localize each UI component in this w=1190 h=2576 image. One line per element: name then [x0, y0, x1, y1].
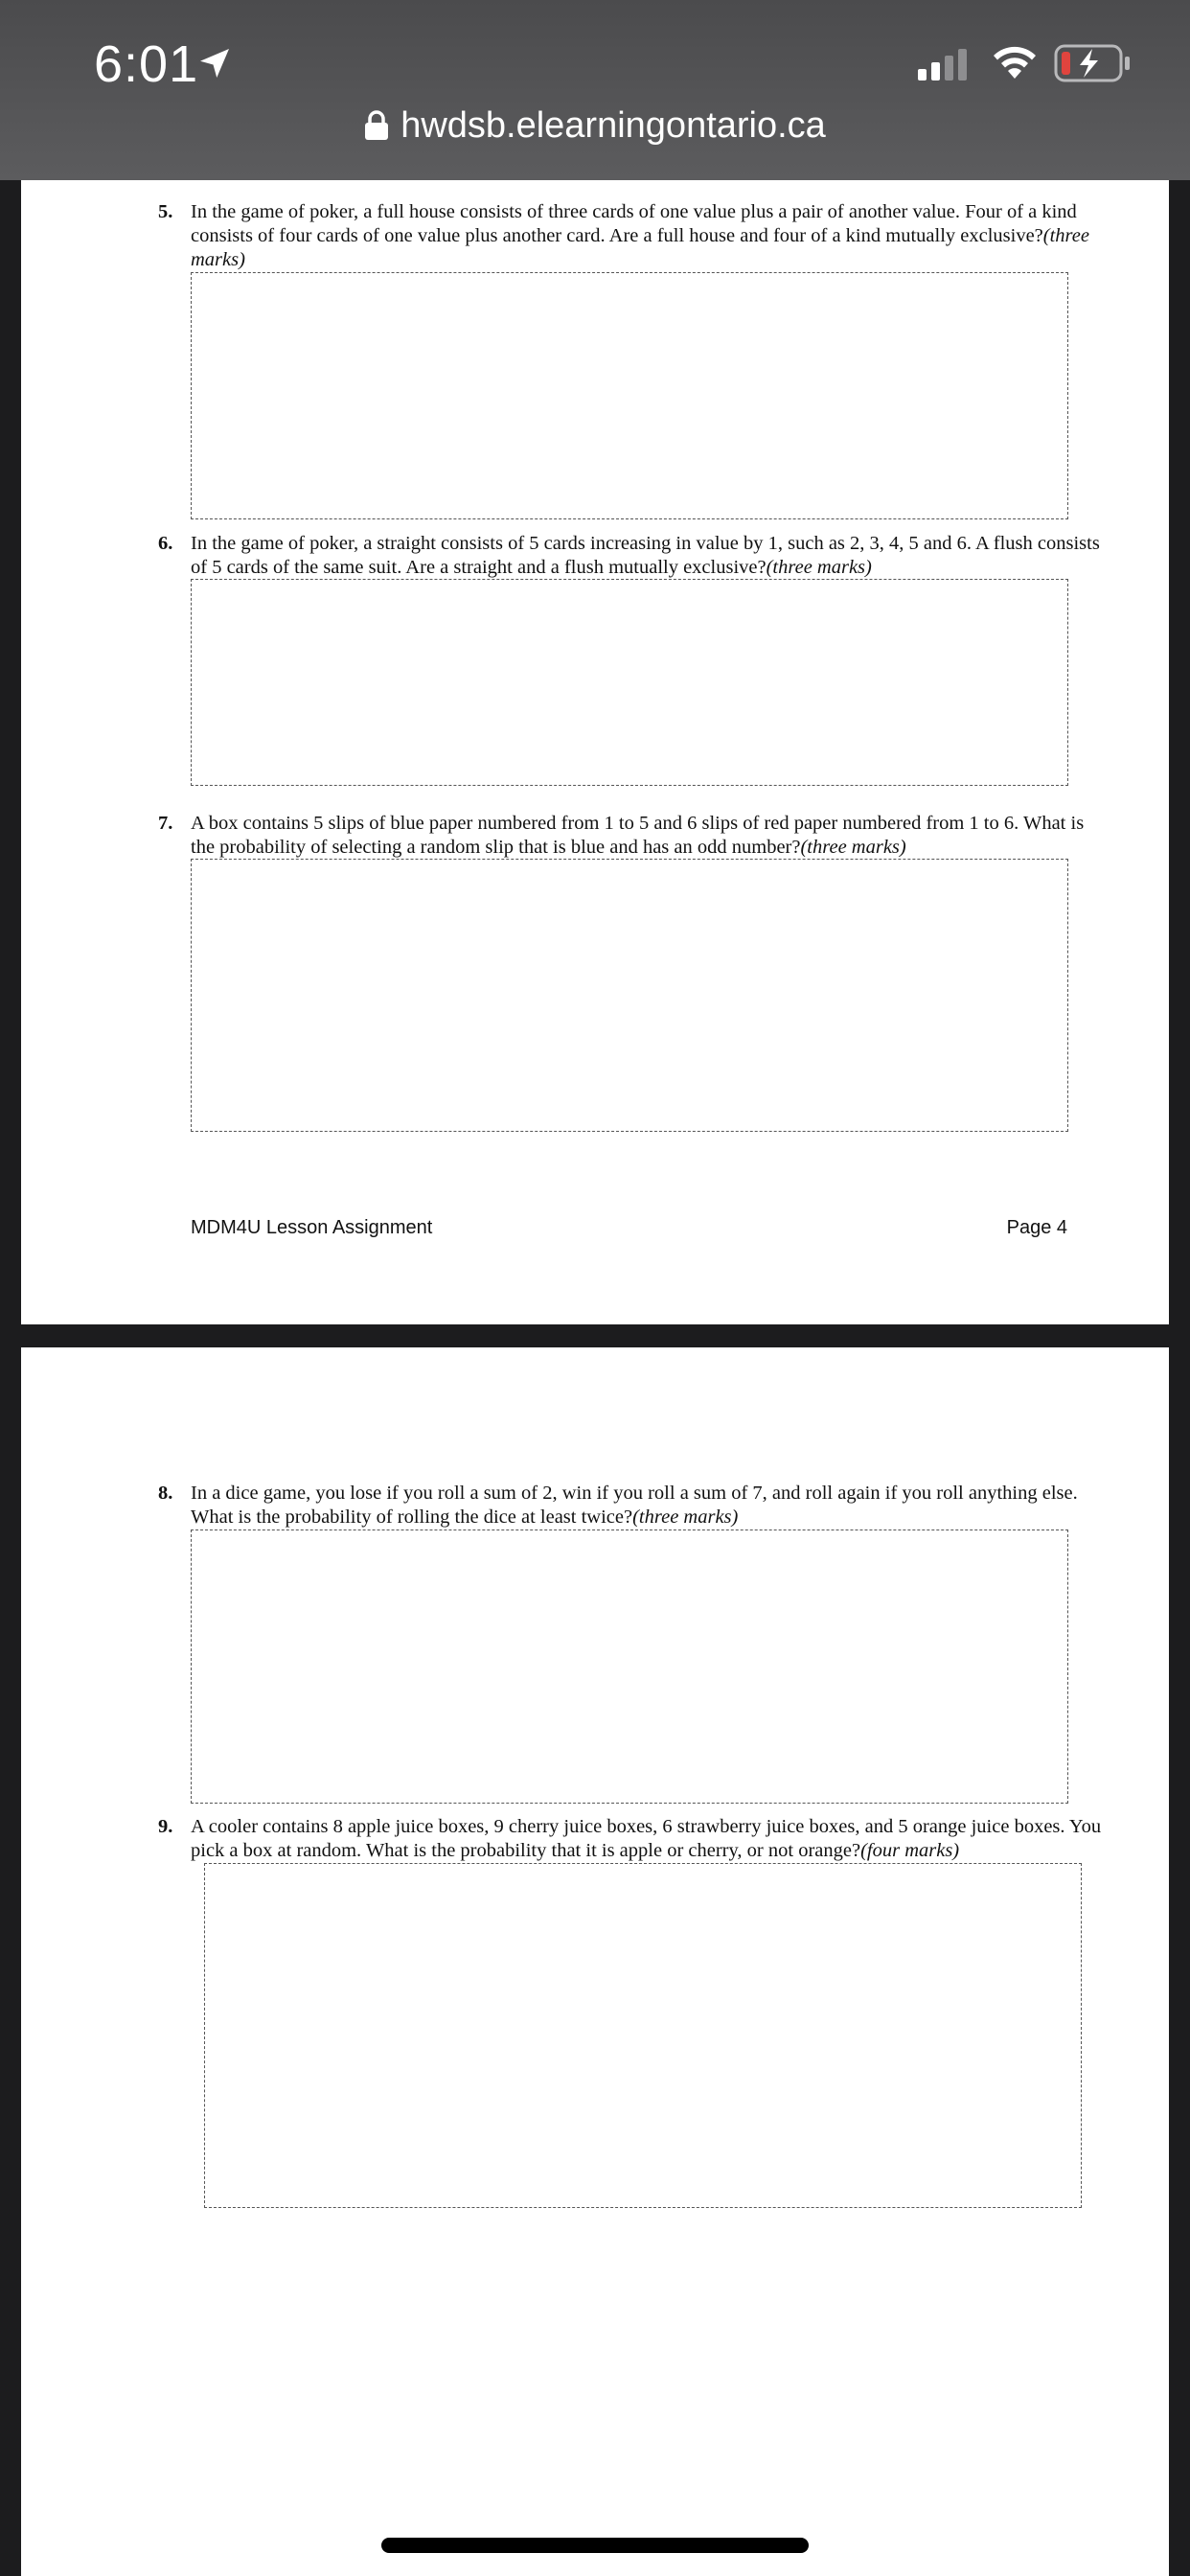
pdf-page-5: [21, 1347, 1169, 2576]
question-text: In the game of poker, a straight consists of 5 cards increasing in value by 1, such as 2, 3, 4, 5 and 6. A flush consists of 5 cards of the same suit. Are a straight and a flush mutually exclusive?: [191, 533, 1100, 578]
address-bar[interactable]: [0, 105, 1190, 147]
question-number: 8.: [158, 1483, 173, 1504]
answer-box-9[interactable]: [204, 1863, 1082, 2208]
cellular-signal-icon: [918, 48, 972, 82]
question-marks: (three marks): [800, 837, 906, 858]
question-number: 9.: [158, 1816, 173, 1837]
question-marks: (three marks): [632, 1506, 739, 1528]
question-9: [158, 1815, 1130, 1863]
battery-charging-icon: [1054, 44, 1131, 82]
question-number: 7.: [158, 813, 173, 834]
answer-box-6[interactable]: [191, 579, 1068, 786]
footer-title: MDM4U Lesson Assignment: [191, 1217, 433, 1238]
question-8: [158, 1482, 1110, 1530]
question-marks: (three marks): [766, 557, 872, 578]
question-marks: (three marks): [191, 225, 1089, 270]
question-text: A box contains 5 slips of blue paper numbered from 1 to 5 and 6 slips of red paper numbered from 1 to 6. What is the probability of selecting a random slip that is blue and has an odd number?: [191, 813, 1085, 858]
pdf-page-4: [21, 115, 1169, 1324]
answer-box-5[interactable]: [191, 272, 1068, 519]
wifi-icon: [991, 42, 1039, 80]
question-6: [158, 532, 1110, 580]
question-7: [158, 812, 1110, 860]
footer-page-number: Page 4: [1006, 1217, 1067, 1238]
question-text: In the game of poker, a full house consists of three cards of one value plus a pair of another value. Four of a kind consists of four cards of one value plus another card. Are a full house and four of a kind mutually exclusive?: [191, 201, 1077, 246]
question-text: In a dice game, you lose if you roll a sum of 2, win if you roll a sum of 7, and roll again if you roll anything else. What is the probability of rolling the dice at least twice?: [191, 1483, 1078, 1528]
question-number: 6.: [158, 533, 173, 554]
lock-icon: [364, 110, 389, 141]
answer-box-8[interactable]: [191, 1530, 1068, 1804]
location-arrow-icon: [197, 46, 232, 80]
question-marks: (four marks): [860, 1840, 960, 1861]
question-number: 5.: [158, 201, 173, 222]
answer-box-7[interactable]: [191, 859, 1068, 1132]
status-bar: [0, 0, 1190, 180]
question-text: A cooler contains 8 apple juice boxes, 9 cherry juice boxes, 6 strawberry juice boxes, and 5 orange juice boxes. You pick a box at random. What is the probability that it is apple or cherry, or not orange?: [191, 1816, 1102, 1861]
url-text: hwdsb.elearningontario.ca: [400, 105, 826, 146]
home-indicator[interactable]: [381, 2538, 809, 2553]
clock: 6:01: [94, 35, 199, 93]
question-5: [158, 200, 1110, 272]
